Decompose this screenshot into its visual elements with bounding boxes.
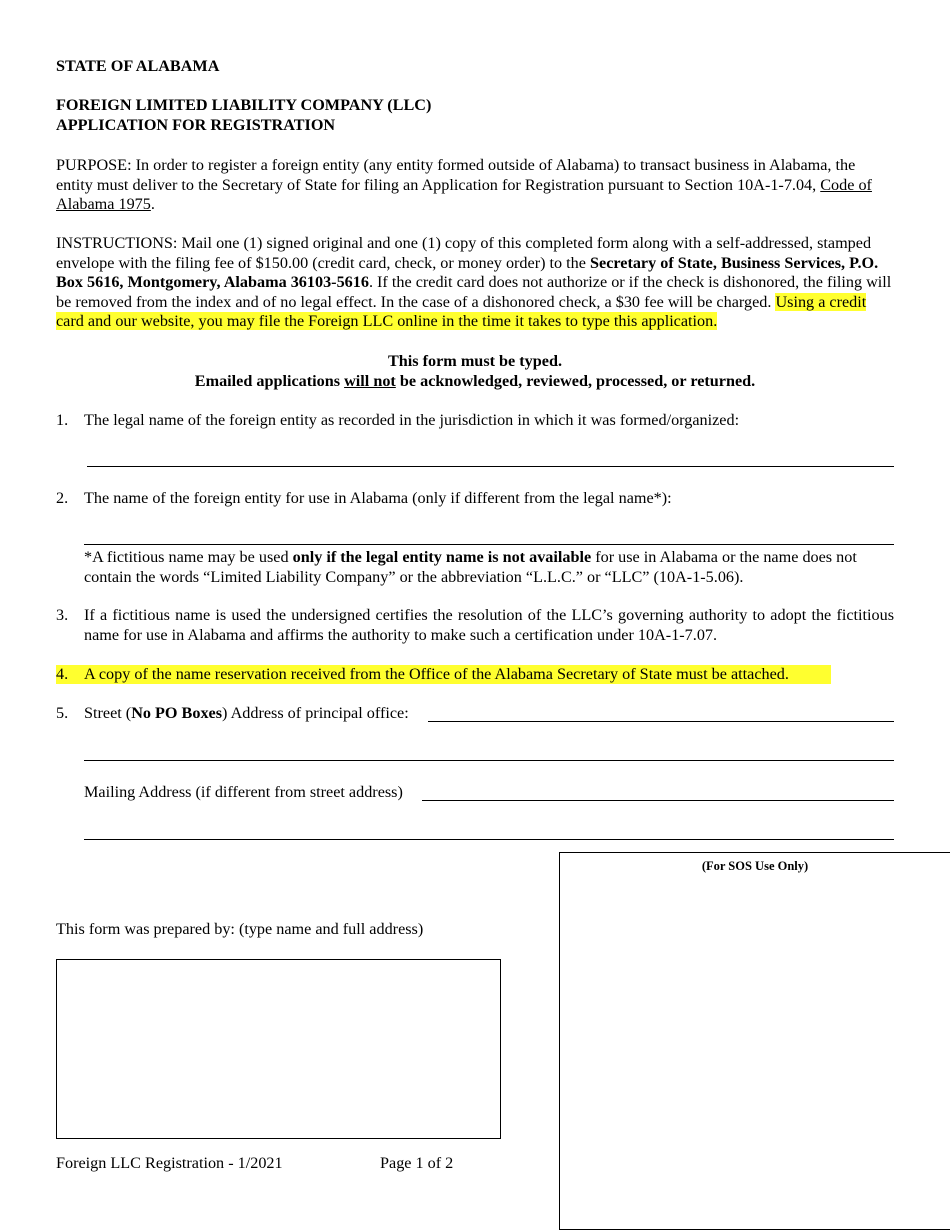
legal-name-line[interactable] [87,466,894,467]
typed-notice: This form must be typed. [387,352,563,370]
mailing-address-line-1[interactable] [422,800,894,801]
purpose-paragraph: PURPOSE: In order to register a foreign entity (any entity formed outside of Alabama) to transact business in Alabama, the entity must deliver to the Secretary of State for filing an Application for Registration pursuant to Section 10A-1-7.04, Code of Alabama 1975. [56,156,872,213]
code-of-alabama-citation: Code of Alabama 1975 [56,175,872,213]
item-4-text: A copy of the name reservation received from the Office of the Alabama Secretary of State must be attached. [84,665,789,683]
footer-page-number: Page 1 of 2 [380,1154,454,1172]
street-address-line-1[interactable] [428,721,894,722]
footer-form-id: Foreign LLC Registration - 1/2021 [56,1154,283,1172]
item-1-number: 1. [56,411,69,429]
item-5-number: 5. [56,704,69,722]
mailing-address-bold: Secretary of State, Business Services, P.O. Box 5616, Montgomery, Alabama 36103-5616 [56,253,879,291]
mailing-address-line-2[interactable] [84,839,894,840]
street-address-label: Street (No PO Boxes) Address of principal office: [84,704,409,722]
email-notice: Emailed applications will not be acknowledged, reviewed, processed, or returned. [194,372,756,390]
item-4-number: 4. [56,665,69,683]
prepared-by-label: This form was prepared by: (type name and full address) [56,920,424,938]
item-2-number: 2. [56,489,69,507]
item-3-text: If a fictitious name is used the undersigned certifies the resolution of the LLC’s governing authority to adopt the fictitious name for use in Alabama and affirms the authority to make such a certification under 10A-1-7.07. [84,606,894,644]
prepared-by-box[interactable] [56,959,501,1139]
instructions-paragraph: INSTRUCTIONS: Mail one (1) signed original and one (1) copy of this completed form along with a self-addressed, stamped envelope with the filing fee of $150.00 (credit card, check, or money order) to the Secretary of State, Business Services, P.O. Box 5616, Montgomery, Alabama 36103-5616. If the credit card does not authorize or if the check is dishonored, the filing will be removed from the index and of no legal effect. In the case of a dishonored check, a $30 fee will be charged. Using a credit card and our website, you may file the Foreign LLC online in the time it takes to type this application. [56,234,892,330]
sos-use-only-label: (For SOS Use Only) [701,859,809,873]
street-address-line-2[interactable] [84,760,894,761]
item-3-number: 3. [56,606,69,624]
form-title-line2: APPLICATION FOR REGISTRATION [56,116,336,134]
alabama-name-line[interactable] [84,544,894,545]
form-title-line1: FOREIGN LIMITED LIABILITY COMPANY (LLC) [56,96,432,114]
item-1-text: The legal name of the foreign entity as recorded in the jurisdiction in which it was formed/organized: [84,411,740,429]
sos-use-only-box [559,852,950,1230]
online-filing-highlight: Using a credit card and our website, you may file the Foreign LLC online in the time it takes to type this application. [56,292,867,330]
fictitious-name-note: *A fictitious name may be used only if the legal entity name is not available for use in Alabama or the name does not contain the words “Limited Liability Company” or the abbreviation “L.L.C.” or “LLC” (10A-1-5.06). [84,548,857,586]
mailing-address-label: Mailing Address (if different from street address) [84,783,403,801]
state-heading: STATE OF ALABAMA [56,57,220,75]
item-2-text: The name of the foreign entity for use in Alabama (only if different from the legal name*): [84,489,672,507]
